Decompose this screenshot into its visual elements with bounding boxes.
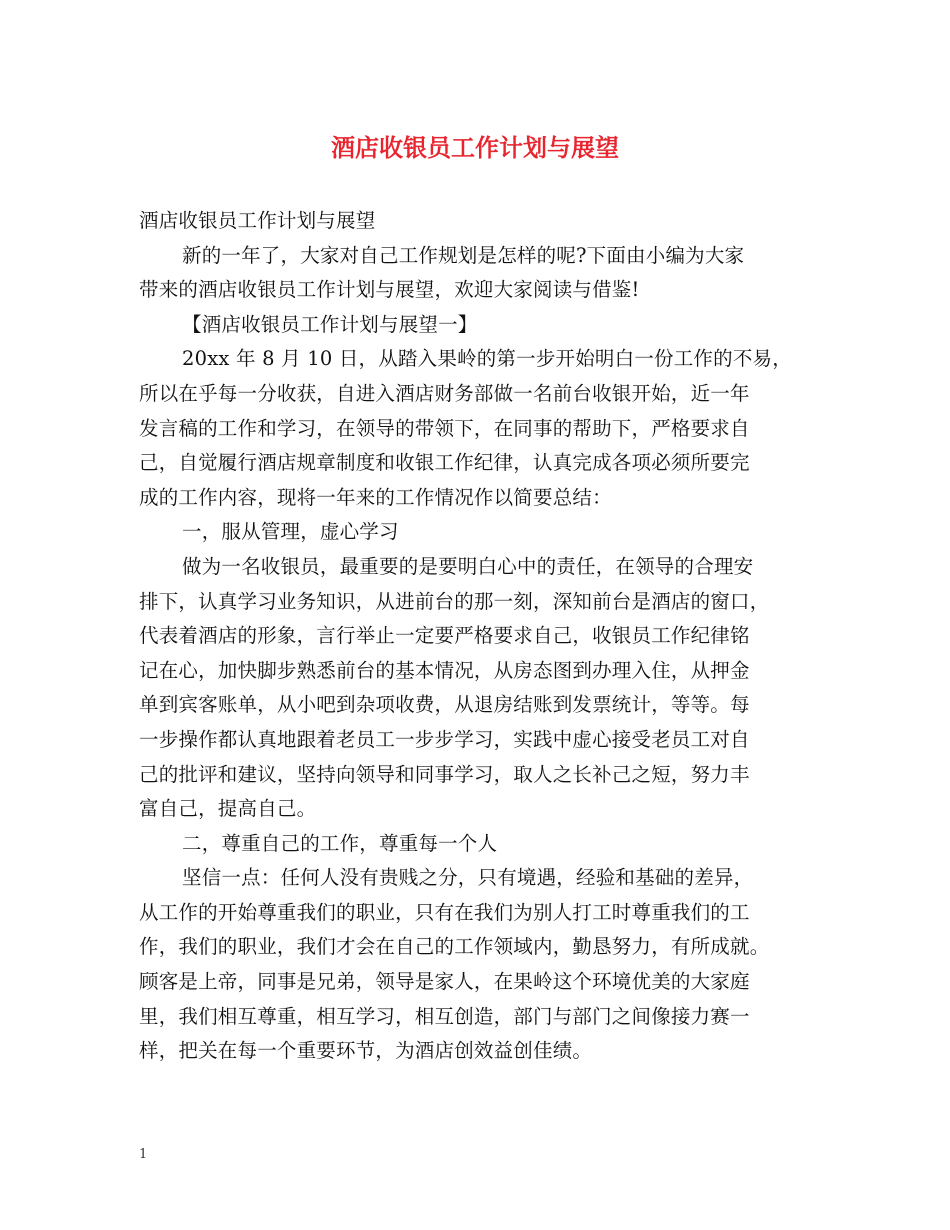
text-line: 代表着酒店的形象，言行举止一定要严格要求自己，收银员工作纪律铭	[139, 624, 750, 648]
text-line: 里，我们相互尊重，相互学习，相互创造，部门与部门之间像接力赛一	[139, 1004, 750, 1028]
text-line: 己的批评和建议，坚持向领导和同事学习，取人之长补己之短，努力丰	[139, 762, 750, 786]
text-line: 单到宾客账单，从小吧到杂项收费，从退房结账到发票统计，等等。每	[139, 693, 750, 717]
text-line: 坚信一点：任何人没有贵贱之分，只有境遇，经验和基础的差异，	[182, 866, 754, 890]
document-title: 酒店收银员工作计划与展望	[331, 133, 619, 162]
text-line: 一，服从管理，虚心学习	[182, 520, 399, 544]
text-line: 酒店收银员工作计划与展望	[139, 209, 376, 232]
document-body	[139, 204, 829, 1069]
text-line: 作，我们的职业，我们才会在自己的工作领域内，勤恳努力，有所成就。	[139, 935, 770, 959]
text-line: 带来的酒店收银员工作计划与展望，欢迎大家阅读与借鉴!	[139, 278, 640, 302]
text-line: 发言稿的工作和学习，在领导的带领下，在同事的帮助下，严格要求自	[139, 416, 750, 440]
text-line: 二，尊重自己的工作，尊重每一个人	[182, 831, 498, 855]
text-line: 【酒店收银员工作计划与展望一】	[182, 312, 478, 336]
text-line: 顾客是上帝，同事是兄弟，领导是家人，在果岭这个环境优美的大家庭	[139, 970, 750, 994]
text-line: 己，自觉履行酒店规章制度和收银工作纪律，认真完成各项必须所要完	[139, 451, 750, 475]
text-line: 排下，认真学习业务知识，从进前台的那一刻，深知前台是酒店的窗口，	[139, 589, 770, 613]
text-line: 成的工作内容，现将一年来的工作情况作以简要总结：	[139, 485, 612, 509]
text-line: 样，把关在每一个重要环节，为酒店创效益创佳绩。	[139, 1039, 593, 1063]
text-line: 所以在乎每一分收获，自进入酒店财务部做一名前台收银开始，近一年	[139, 381, 750, 405]
text-line: 做为一名收银员，最重要的是要明白心中的责任，在领导的合理安	[182, 554, 754, 578]
text-line: 记在心，加快脚步熟悉前台的基本情况，从房态图到办理入住，从押金	[139, 658, 750, 682]
text-line: 新的一年了，大家对自己工作规划是怎样的呢?下面由小编为大家	[182, 243, 745, 267]
text-line: 富自己，提高自己。	[139, 797, 317, 821]
text-line: 从工作的开始尊重我们的职业，只有在我们为别人打工时尊重我们的工	[139, 900, 750, 924]
text-line: 一步操作都认真地跟着老员工一步步学习，实践中虚心接受老员工对自	[139, 727, 750, 751]
text-line: 20xx 年 8 月 10 日，从踏入果岭的第一步开始明白一份工作的不易，	[182, 347, 792, 371]
page-number: 1	[139, 1147, 148, 1162]
